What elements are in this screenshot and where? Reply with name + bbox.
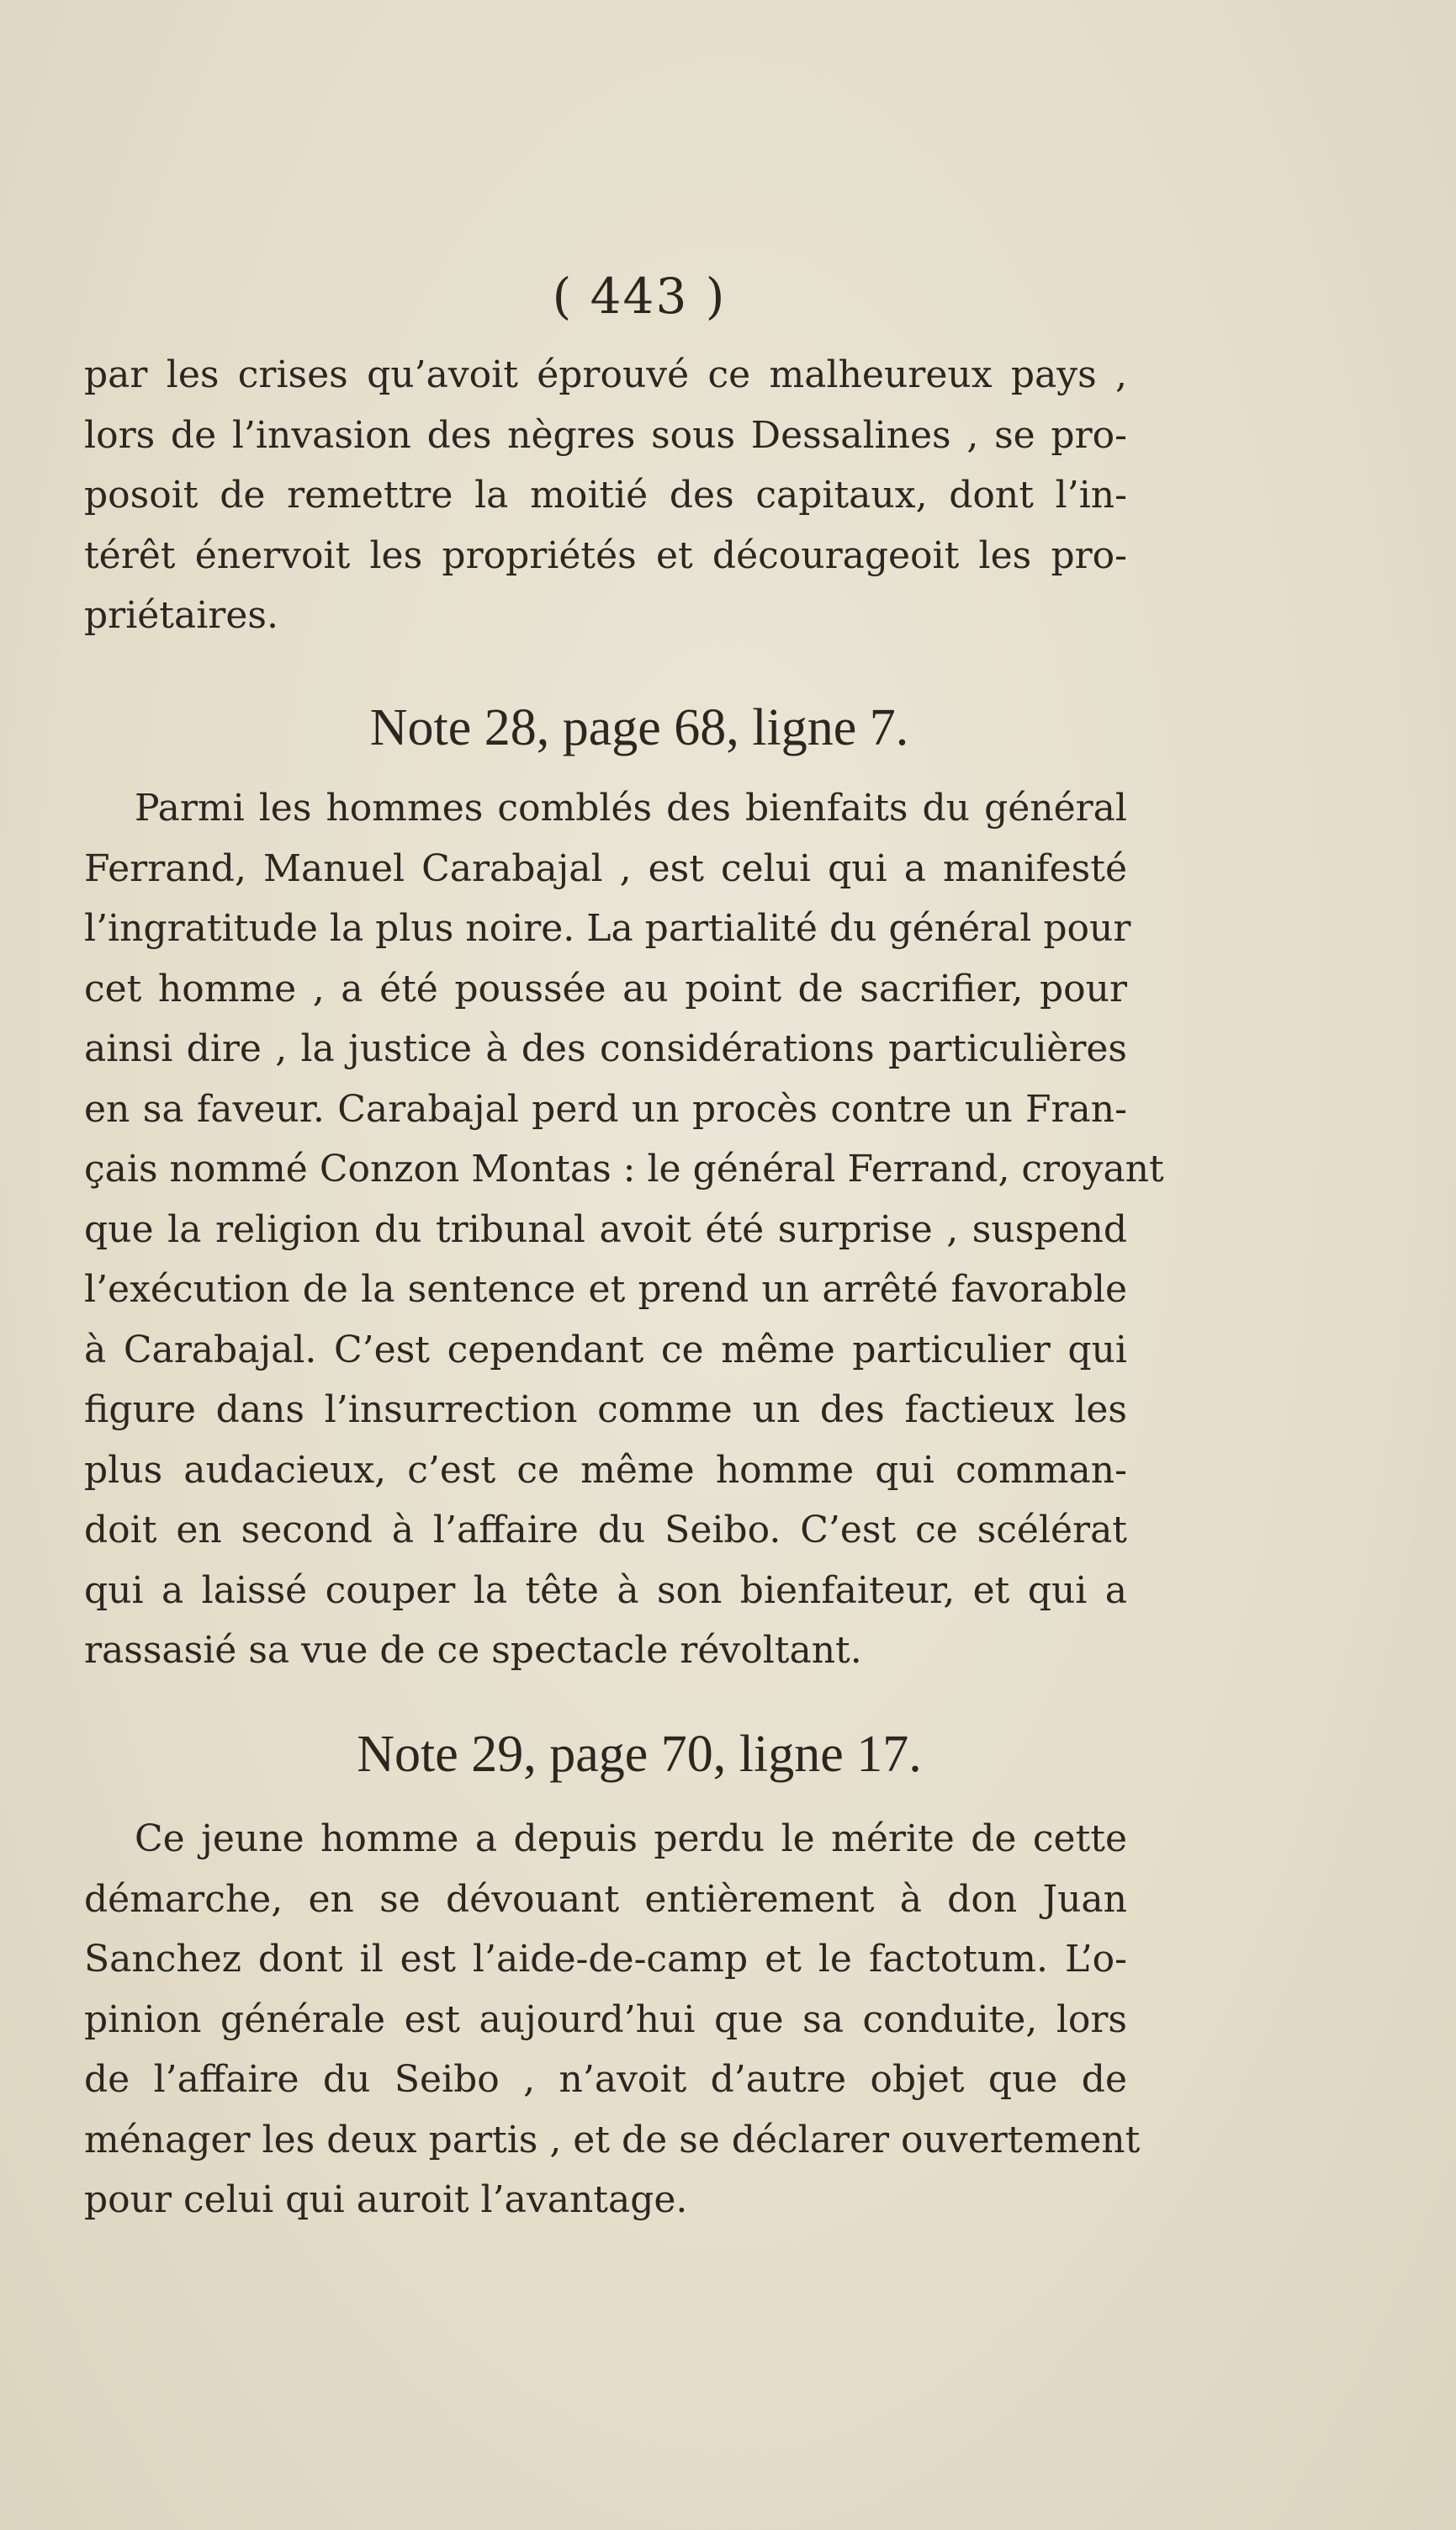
text-line: térêt énervoit les propriétés et décourageoit les pro- <box>84 533 1127 577</box>
text-line: Ferrand, Manuel Carabajal , est celui qui a manifesté <box>84 846 1127 890</box>
text-line: démarche, en se dévouant entièrement à don Juan <box>84 1877 1127 1921</box>
text-line: Sanchez dont il est l’aide-de-camp et le factotum. L’o- <box>84 1938 1127 1981</box>
page-number: ( 443 ) <box>552 268 727 325</box>
note-29-paragraph <box>84 1809 1141 2230</box>
note-28-paragraph <box>84 778 1164 1681</box>
text-line: rassasié sa vue de ce spectacle révoltant. <box>84 1629 862 1672</box>
note-28-heading: Note 28, page 68, ligne 7. <box>369 699 909 756</box>
text-line: Ce jeune homme a depuis perdu le mérite de cette <box>135 1817 1127 1860</box>
text-line: qui a laissé couper la tête à son bienfaiteur, et qui a <box>84 1568 1127 1612</box>
text-line: pour celui qui auroit l’avantage. <box>84 2178 688 2221</box>
text-line: de l’affaire du Seibo , n’avoit d’autre objet que de <box>84 2058 1127 2101</box>
text-line: cet homme , a été poussée au point de sacrifier, pour <box>84 967 1127 1010</box>
text-line: doit en second à l’affaire du Seibo. C’est ce scélérat <box>84 1509 1127 1551</box>
note-29-heading: Note 29, page 70, ligne 17. <box>357 1726 922 1783</box>
text-line: plus audacieux, c’est ce même homme qui comman- <box>84 1448 1127 1492</box>
paragraph-continued <box>84 345 1127 646</box>
text-line: Parmi les hommes comblés des bienfaits du général <box>135 787 1127 830</box>
text-line: que la religion du tribunal avoit été surprise , suspend <box>84 1207 1127 1251</box>
text-line: pinion générale est aujourd’hui que sa conduite, lors <box>84 1997 1127 2041</box>
text-line: l’exécution de la sentence et prend un arrêté favorable <box>84 1268 1127 1311</box>
text-line: ménager les deux partis , et de se déclarer ouvertement <box>84 2118 1141 2161</box>
text-line: en sa faveur. Carabajal perd un procès contre un Fran- <box>84 1087 1127 1131</box>
text-line: çais nommé Conzon Montas : le général Ferrand, croyant <box>84 1148 1164 1191</box>
text-line: l’ingratitude la plus noire. La partialité du général pour <box>84 907 1131 950</box>
text-line: figure dans l’insurrection comme un des factieux les <box>84 1388 1127 1431</box>
text-line: par les crises qu’avoit éprouvé ce malheureux pays , <box>84 353 1127 396</box>
text-line: ainsi dire , la justice à des considérations particulières <box>84 1027 1127 1070</box>
text-line: posoit de remettre la moitié des capitaux, dont l’in- <box>84 474 1127 517</box>
text-line: lors de l’invasion des nègres sous Dessalines , se pro- <box>84 413 1127 457</box>
text-line: à Carabajal. C’est cependant ce même particulier qui <box>84 1328 1127 1371</box>
text-line: priétaires. <box>84 594 278 637</box>
